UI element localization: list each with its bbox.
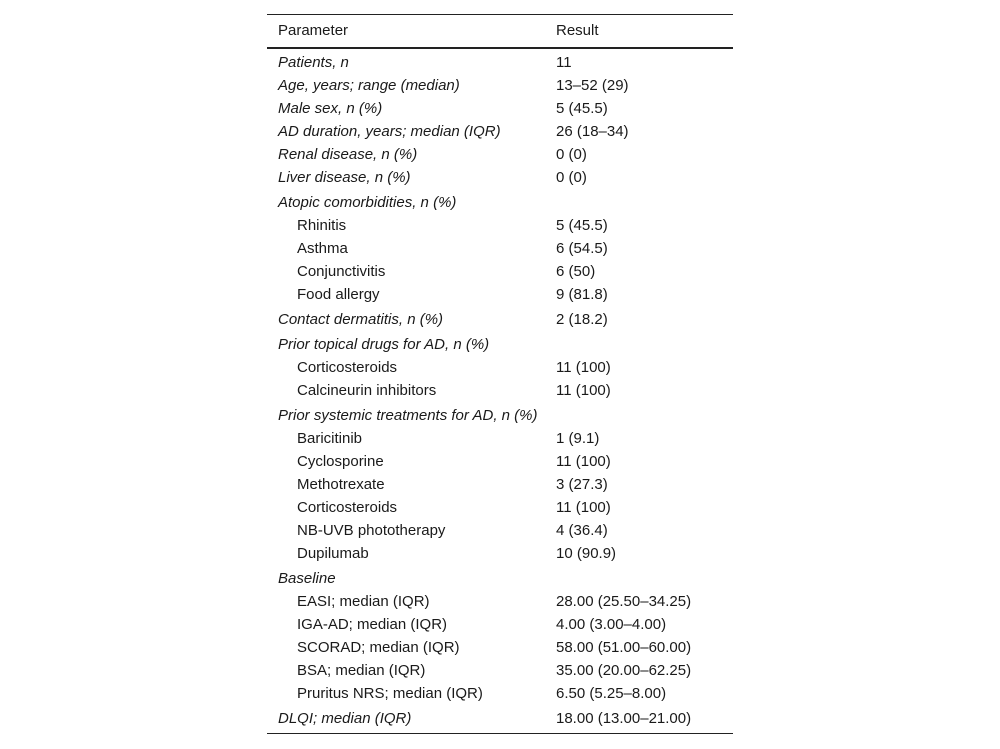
table-row	[267, 379, 733, 402]
table-row	[267, 260, 733, 283]
row-parameter: Patients, n	[278, 54, 349, 71]
row-result: 6.50 (5.25–8.00)	[556, 685, 667, 702]
row-parameter: NB-UVB phototherapy	[297, 522, 446, 539]
row-result: 0 (0)	[556, 146, 587, 163]
row-result: 4.00 (3.00–4.00)	[556, 616, 667, 633]
row-result: 11 (100)	[556, 453, 611, 470]
row-parameter: AD duration, years; median (IQR)	[278, 123, 501, 140]
row-result: 28.00 (25.50–34.25)	[556, 593, 692, 610]
row-parameter: Methotrexate	[297, 476, 385, 493]
table-row	[267, 450, 733, 473]
table-row	[267, 519, 733, 542]
table-row	[267, 143, 733, 166]
table-row	[267, 51, 733, 74]
table-row	[267, 636, 733, 659]
row-parameter: Atopic comorbidities, n (%)	[278, 194, 457, 211]
header-parameter: Parameter	[278, 22, 349, 39]
row-parameter: SCORAD; median (IQR)	[297, 639, 460, 656]
table-row	[267, 283, 733, 306]
row-parameter: Corticosteroids	[297, 359, 398, 376]
row-result: 11 (100)	[556, 499, 611, 516]
table-row	[267, 402, 733, 427]
row-parameter: Food allergy	[297, 286, 380, 303]
table-row	[267, 496, 733, 519]
row-result: 58.00 (51.00–60.00)	[556, 639, 692, 656]
table-row	[267, 120, 733, 143]
table-bottom-rule	[267, 733, 733, 734]
row-parameter: Dupilumab	[297, 545, 369, 562]
table-row	[267, 189, 733, 214]
row-result: 6 (50)	[556, 263, 596, 280]
row-parameter: Asthma	[297, 240, 348, 257]
row-result: 11 (100)	[556, 359, 611, 376]
row-parameter: Prior systemic treatments for AD, n (%)	[278, 407, 538, 424]
row-result: 3 (27.3)	[556, 476, 608, 493]
table-row	[267, 306, 733, 331]
row-result: 5 (45.5)	[556, 217, 608, 234]
table-row	[267, 166, 733, 189]
table-row	[267, 237, 733, 260]
row-parameter: Baseline	[278, 570, 336, 587]
row-parameter: Male sex, n (%)	[278, 100, 383, 117]
row-result: 6 (54.5)	[556, 240, 608, 257]
table-row	[267, 214, 733, 237]
row-parameter: Calcineurin inhibitors	[297, 382, 437, 399]
row-parameter: Age, years; range (median)	[278, 77, 460, 94]
characteristics-table	[267, 14, 733, 734]
row-parameter: Rhinitis	[297, 217, 347, 234]
row-parameter: Contact dermatitis, n (%)	[278, 311, 444, 328]
row-parameter: Corticosteroids	[297, 499, 398, 516]
table-row	[267, 74, 733, 97]
row-parameter: Cyclosporine	[297, 453, 384, 470]
row-parameter: Baricitinib	[297, 430, 363, 447]
row-result: 35.00 (20.00–62.25)	[556, 662, 692, 679]
row-result: 4 (36.4)	[556, 522, 608, 539]
header-result: Result	[556, 22, 599, 39]
row-parameter: Pruritus NRS; median (IQR)	[297, 685, 483, 702]
table-row	[267, 427, 733, 450]
row-parameter: Prior topical drugs for AD, n (%)	[278, 336, 490, 353]
row-result: 13–52 (29)	[556, 77, 629, 94]
row-result: 5 (45.5)	[556, 100, 608, 117]
row-result: 11 (100)	[556, 382, 611, 399]
row-result: 18.00 (13.00–21.00)	[556, 710, 692, 727]
row-result: 9 (81.8)	[556, 286, 608, 303]
table-row	[267, 97, 733, 120]
table-body	[267, 49, 733, 733]
table-row	[267, 565, 733, 590]
row-parameter: DLQI; median (IQR)	[278, 710, 412, 727]
table-row	[267, 659, 733, 682]
table-row	[267, 331, 733, 356]
row-result: 2 (18.2)	[556, 311, 608, 328]
row-parameter: Renal disease, n (%)	[278, 146, 418, 163]
row-result: 26 (18–34)	[556, 123, 629, 140]
row-result: 10 (90.9)	[556, 545, 617, 562]
row-parameter: Liver disease, n (%)	[278, 169, 411, 186]
table-header-row	[267, 15, 733, 47]
row-result: 0 (0)	[556, 169, 587, 186]
table-row	[267, 613, 733, 636]
table-row	[267, 590, 733, 613]
table-row	[267, 542, 733, 565]
table-row	[267, 356, 733, 379]
table-row	[267, 705, 733, 730]
row-result: 1 (9.1)	[556, 430, 600, 447]
row-result: 11	[556, 54, 572, 71]
row-parameter: EASI; median (IQR)	[297, 593, 430, 610]
row-parameter: Conjunctivitis	[297, 263, 386, 280]
table-row	[267, 473, 733, 496]
table-row	[267, 682, 733, 705]
row-parameter: IGA-AD; median (IQR)	[297, 616, 448, 633]
row-parameter: BSA; median (IQR)	[297, 662, 426, 679]
